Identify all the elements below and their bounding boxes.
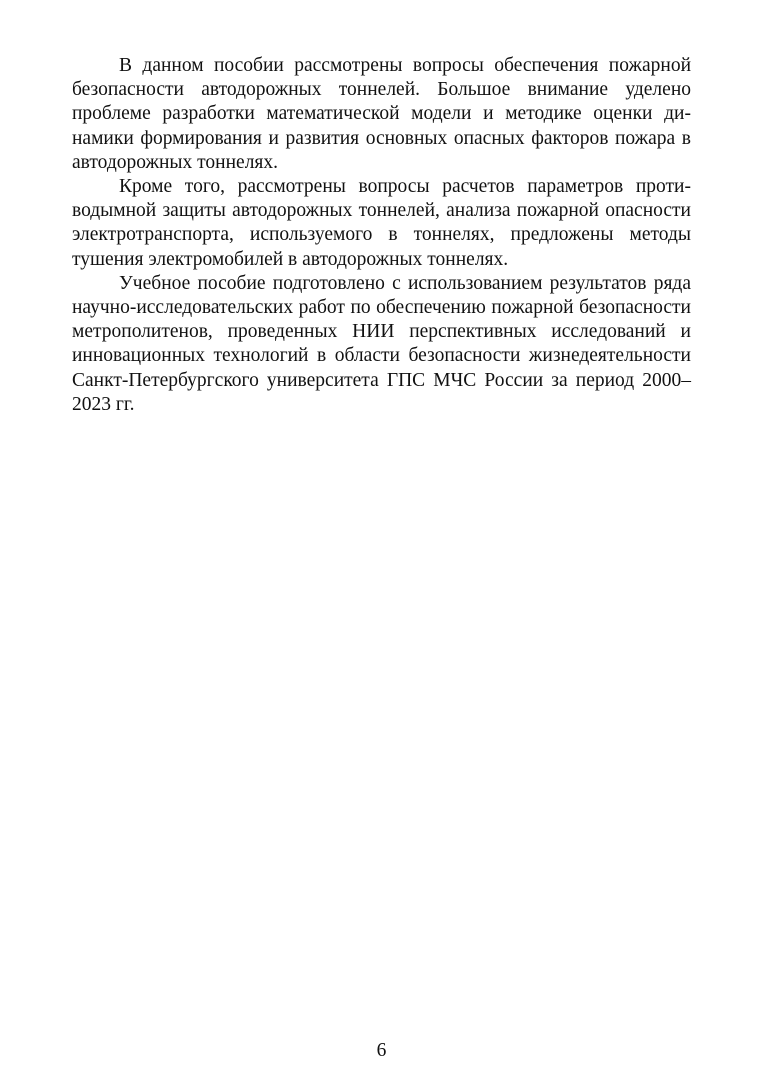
body-text [72,54,691,417]
paragraph-1: В данном пособии рассмотрены вопросы обеспечения пожарной безопасности автодорожных тоннелей. Большое внимание уделено проблеме разработки математической модели и методике оценки динамики формирования и развития основных опасных факторов пожара в автодорожных тоннелях. [72,55,691,173]
page-number: 6 [376,1040,387,1061]
paragraph-2: Кроме того, рассмотрены вопросы расчетов параметров противодымной защиты автодорожных тоннелей, анализа пожарной опасности электротранспорта, используемого в тоннелях, предложены методы тушения электромобилей в автодорожных тоннелях. [72,176,691,270]
paragraph-3: Учебное пособие подготовлено с использованием результатов ряда научно-исследовательских работ по обеспечению пожарной безопасности метрополитенов, проведенных НИИ перспективных исследований и инновационных технологий в области безопасности жизнедеятельности Санкт-Петербургского университета ГПС МЧС России за период 2000–2023 гг. [72,272,691,415]
